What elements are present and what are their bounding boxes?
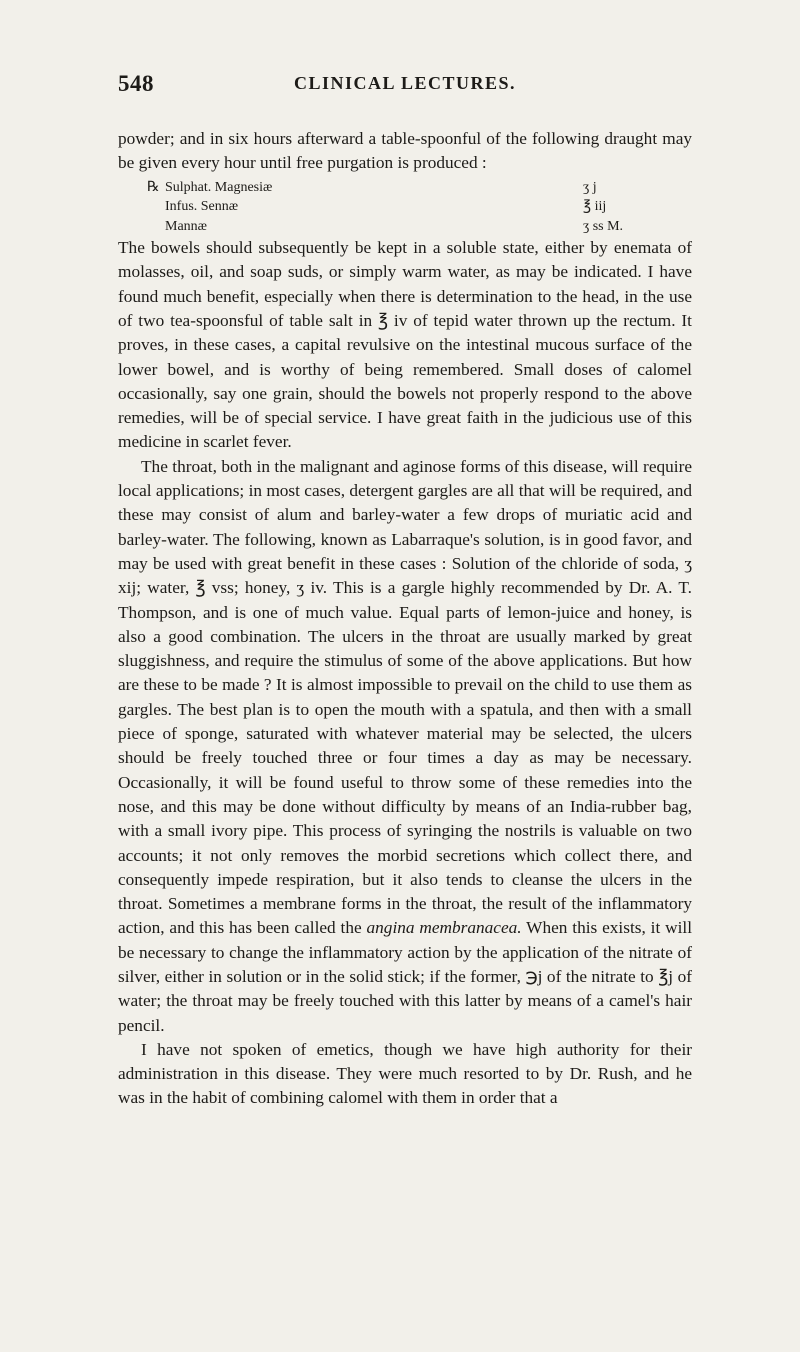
- prescription-line: [165, 197, 692, 217]
- prescription-line: [165, 217, 692, 237]
- ingredient-dose: ℥ iij: [583, 199, 607, 215]
- ingredient-name: Infus. Sennæ: [165, 199, 239, 215]
- ingredient-dose: ʒ ss M.: [583, 218, 624, 234]
- paragraph-text: When this exists, it will be necessary to change the inflammatory action by the application of the nitrate of silver, either in solution or in the solid stick; if the former, ℈j of the nitrate to ℥j of water; the throat may be freely touched with this latter by means of a camel's hair pencil.: [118, 918, 692, 1035]
- page-number: 548: [118, 71, 154, 96]
- page-header: [118, 71, 692, 95]
- running-head: CLINICAL LECTURES.: [293, 73, 517, 93]
- paragraph-throat: [118, 455, 692, 1038]
- recipe-symbol: ℞: [147, 179, 160, 195]
- ingredient-name: Sulphat. Magnesiæ: [165, 179, 273, 195]
- paragraph-bowels: The bowels should subsequently be kept in a soluble state, either by enemata of molasses, oil, and soap suds, or simply warm water, as may be indicated. I have found much benefit, especially when there is determination to the head, in the use of two tea-spoonsful of table salt in ℥ iv of tepid water thrown up the rectum. It proves, in these cases, a capital revulsive on the intestinal mucous surface of the lower bowel, and is worthy of being remembered. Small doses of calomel occasionally, say one grain, should the bowels not properly respond to the above remedies, will be of special service. I have great faith in the judicious use of this medicine in scarlet fever.: [118, 238, 692, 452]
- ingredient-dose: ʒ j: [583, 179, 597, 195]
- prescription: [118, 178, 692, 237]
- prescription-line: [147, 178, 692, 198]
- paragraph-emetics: I have not spoken of emetics, though we have high authority for their administration in this disease. They were much resorted to by Dr. Rush, and he was in the habit of combining calomel with them in order that a: [118, 1039, 692, 1108]
- body-text: [118, 127, 692, 1111]
- paragraph-text: The throat, both in the malignant and aginose forms of this disease, will require local applications; in most cases, detergent gargles are all that will be required, and these may consist of alum and barley-water a few drops of muriatic acid and barley-water. The following, known as Labarraque's solution, is in good favor, and may be used with great benefit in these cases : Solution of the chloride of soda, ʒ xij; water, ℥ vss; honey, ʒ iv. This is a gargle highly recommended by Dr. A. T. Thompson, and is one of much value. Equal parts of lemon-juice and honey, is also a good combination. The ulcers in the throat are usually marked by great sluggishness, and require the stimulus of some of the above applications. But how are these to be made ? It is almost impossible to prevail on the child to use them as gargles. The best plan is to open the mouth with a spatula, and then with a small piece of sponge, saturated with whatever material may be selected, the ulcers should be freely touched three or four times a day as may be necessary. Occasionally, it will be found useful to throw some of these remedies into the nose, and this may be done without difficulty by means of an India-rubber bag, with a small ivory pipe. This process of syringing the nostrils is valuable on two accounts; it not only removes the morbid secretions which collect there, and consequently impede respiration, but it also tends to cleanse the ulcers in the throat. Sometimes a membrane forms in the throat, the result of the inflammatory action, and this has been called the: [118, 456, 692, 938]
- ingredient-name: Mannæ: [165, 218, 207, 234]
- intro-paragraph: powder; and in six hours afterward a table-spoonful of the following draught may be given every hour until free purgation is produced :: [118, 129, 692, 173]
- italic-term: angina membranacea.: [366, 918, 522, 938]
